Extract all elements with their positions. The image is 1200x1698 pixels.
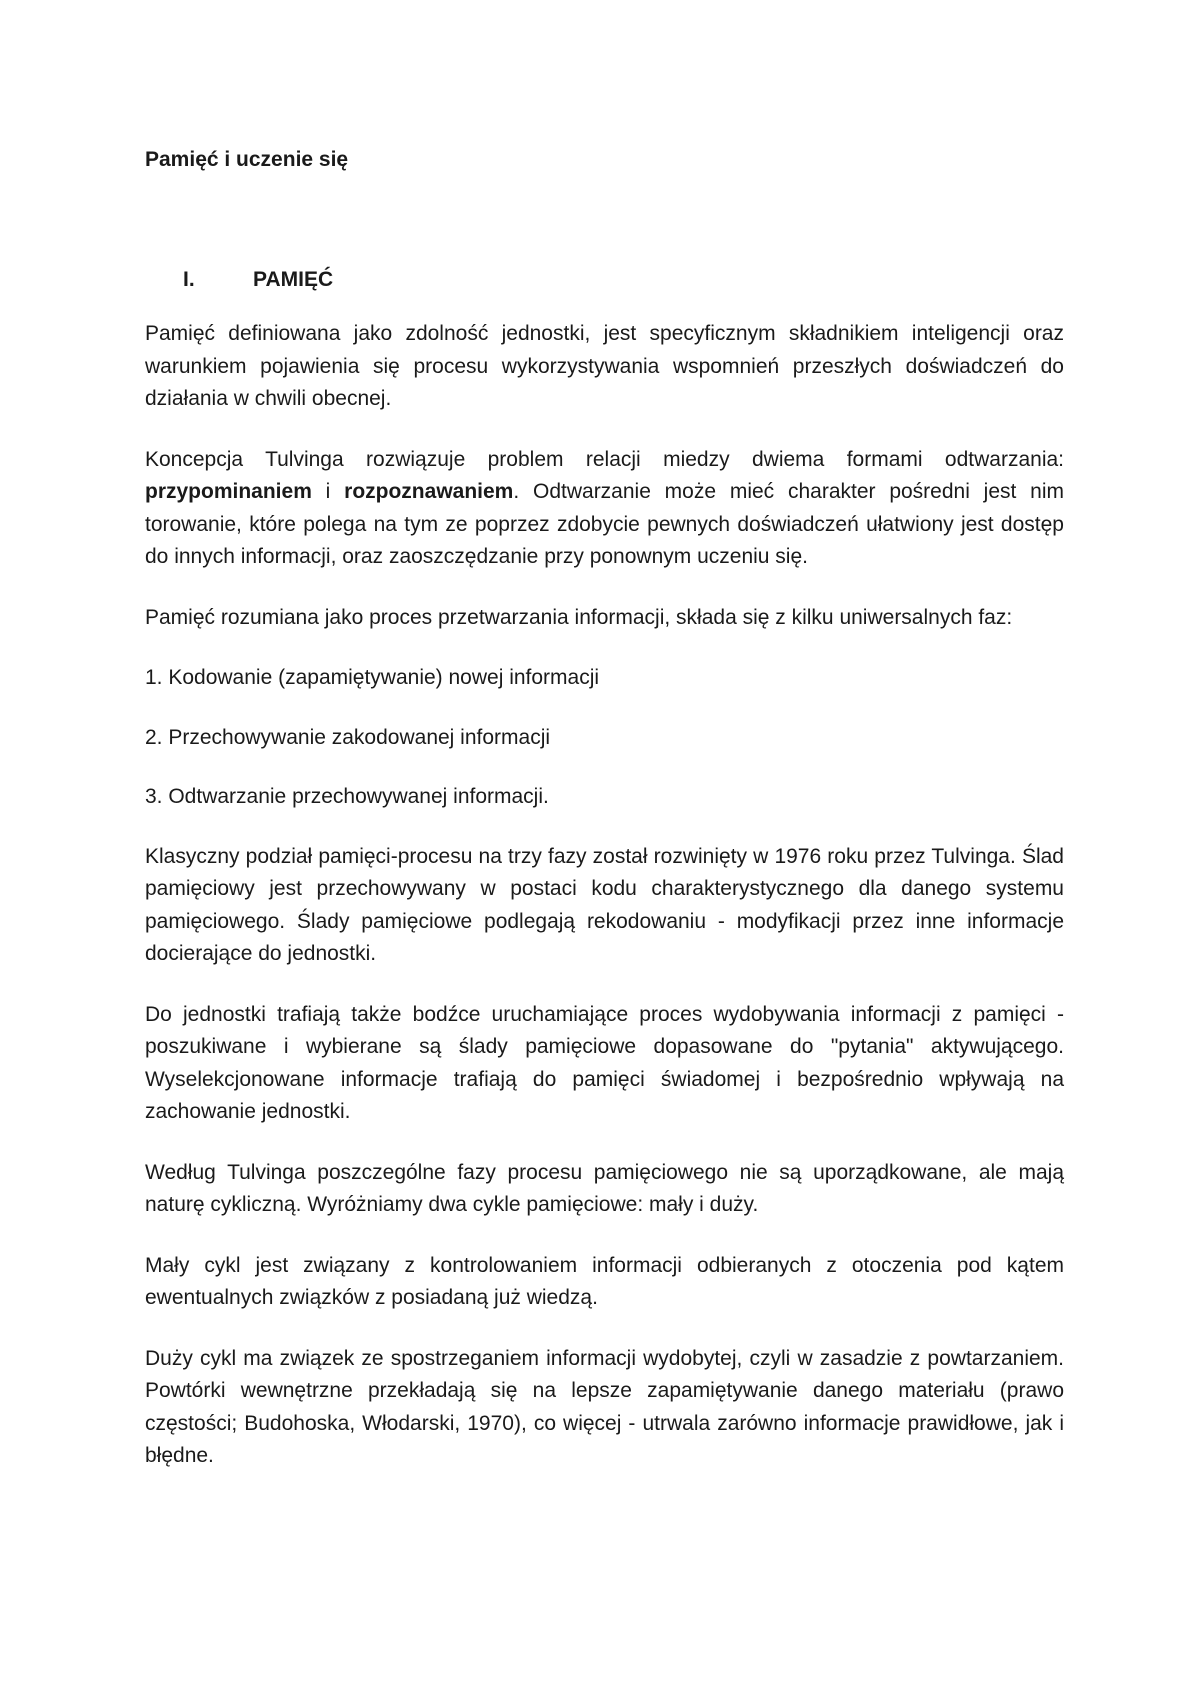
paragraph-text: . Odtwarzanie może mieć charakter pośredni jest nim torowanie, które polega na tym ze poprzez zdobycie pewnych doświadczeń ułatwiony jest dostęp do innych informacji, oraz zaoszczędzanie przy ponownym uczeniu się. (145, 480, 1064, 568)
paragraph-text: i (311, 480, 345, 503)
paragraph-tulving-concept (145, 444, 1064, 574)
section-heading-text: PAMIĘĆ (253, 268, 334, 291)
list-item: 2. Przechowywanie zakodowanej informacji (145, 725, 551, 749)
paragraph-classic-division: Klasyczny podział pamięci-procesu na trzy fazy został rozwinięty w 1976 roku przez Tulvinga. Ślad pamięciowy jest przechowywany w postaci kodu charakterystycznego dla danego systemu pamięciowego. Ślady pamięciowe podlegają rekodowaniu - modyfikacji przez inne informacje docierające do jednostki. (145, 844, 1064, 965)
paragraph-cycles: Według Tulvinga poszczególne fazy procesu pamięciowego nie są uporządkowane, ale mają naturę cykliczną. Wyróżniamy dwa cykle pamięciowe: mały i duży. (145, 1160, 1064, 1216)
section-number: I. (183, 268, 195, 291)
paragraph-phases-intro: Pamięć rozumiana jako proces przetwarzania informacji, składa się z kilku uniwersalnych faz: (145, 605, 1013, 629)
bold-term-recognition: rozpoznawaniem (344, 480, 514, 503)
paragraph-retrieval: Do jednostki trafiają także bodźce uruchamiające proces wydobywania informacji z pamięci - poszukiwane i wybierane są ślady pamięciowe dopasowane do "pytania" aktywującego. Wyselekcjonowane informacje trafiają do pamięci świadomej i bezpośrednio wpływają na zachowanie jednostki. (145, 1002, 1064, 1123)
list-item: 3. Odtwarzanie przechowywanej informacji. (145, 785, 549, 808)
paragraph-small-cycle: Mały cykl jest związany z kontrolowaniem informacji odbieranych z otoczenia pod kątem ewentualnych związków z posiadaną już wiedzą. (145, 1253, 1064, 1309)
paragraph-text: Koncepcja Tulvinga rozwiązuje problem relacji miedzy dwiema formami odtwarzania: (145, 447, 1064, 471)
section-heading (183, 258, 1064, 302)
list-item: 1. Kodowanie (zapamiętywanie) nowej informacji (145, 666, 600, 689)
paragraph-definition: Pamięć definiowana jako zdolność jednostki, jest specyficznym składnikiem inteligencji oraz warunkiem pojawienia się procesu wykorzystywania wspomnień przeszłych doświadczeń do działania w chwili obecnej. (145, 322, 1064, 410)
paragraph-large-cycle: Duży cykl ma związek ze spostrzeganiem informacji wydobytej, czyli w zasadzie z powtarzaniem. Powtórki wewnętrzne przekładają się na lepsze zapamiętywanie danego materiału (prawo częstości; Budohoska, Włodarski, 1970), co więcej - utrwala zarówno informacje prawidłowe, jak i błędne. (145, 1346, 1064, 1467)
bold-term-recall: przypominaniem (145, 480, 312, 503)
document-title: Pamięć i uczenie się (145, 148, 349, 171)
